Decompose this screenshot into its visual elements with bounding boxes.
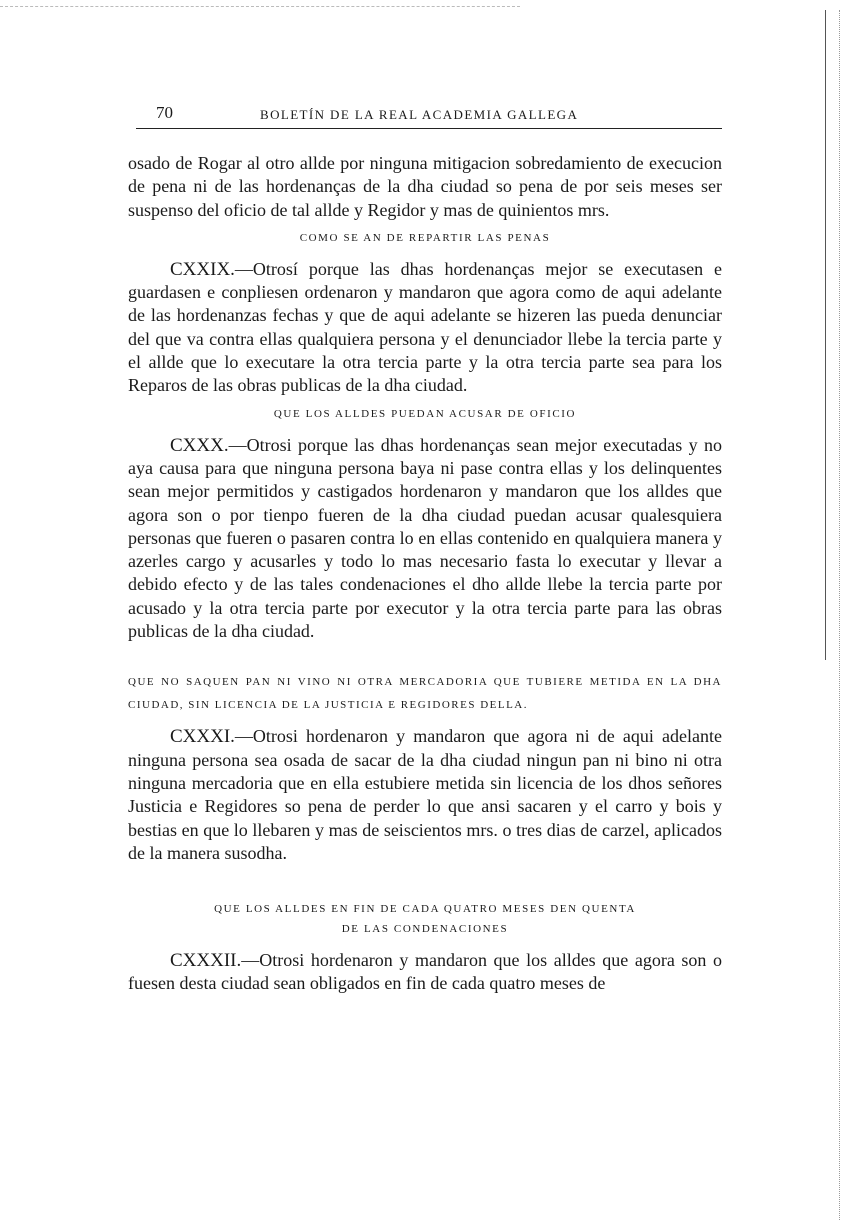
section-number: CXXIX.	[170, 258, 235, 280]
paragraph-cxxx: CXXX.—Otrosi porque las dhas hordenanças sean mejor executadas y no aya causa para que ninguna persona baya ni pase contra ellas y los delinquentes sean mejor permitidos y castigados hordenaron y mandaron que los alldes que agora son o por tienpo fueren de la dha ciudad puedan acusar qualesquiera personas que fueren o pasaren contra lo en ellas contenido en qualquiera manera y azerles cargo y acusarles y todo lo mas necesario fasta lo executar y llevar a debido efecto y de las tales condenaciones el dho allde llebe la tercia parte por acusado y la otra tercia parte por executor y la otra tercia parte para las obras publicas de la dha ciudad.	[128, 434, 722, 642]
heading-line: QUE LOS ALLDES EN FIN DE CADA QUATRO MESES DEN QUENTA	[214, 903, 636, 916]
paragraph-cxxix: CXXIX.—Otrosí porque las dhas hordenanças mejor se executasen e guardasen e conpliesen ordenaron y mandaron que agora como de aqui adelante de las hordenanzas fechas y que de aqui adelante se hizeren las pueda denunciar del que va contra ellas qualquiera persona y el denunciador llebe la tercia parte y el allde que lo executare la otra tercia parte y la otra tercia parte sea para los Reparos de las obras publicas de la dha ciudad.	[128, 258, 722, 396]
heading-line: DE LAS CONDENACIONES	[341, 923, 509, 936]
section-number: CXXX.	[170, 434, 229, 456]
paragraph-cxxxii: CXXXII.—Otrosi hordenaron y mandaron que los alldes que agora son o fuesen desta ciudad sean obligados en fin de cada quatro meses de	[128, 950, 722, 994]
running-header	[136, 102, 722, 124]
section-heading: QUE LOS ALLDES PUEDAN ACUSAR DE OFICIO	[273, 407, 577, 420]
header-rule	[136, 128, 722, 129]
running-title: BOLETÍN DE LA REAL ACADEMIA GALLEGA	[260, 107, 579, 122]
scan-edge-artifact	[839, 10, 840, 1220]
paragraph-continued: osado de Rogar al otro allde por ninguna mitigacion sobredamiento de execucion de pena ni de las hordenanças de la dha ciudad so pena de por seis meses ser suspenso del oficio de tal allde y Regidor y mas de quinientos mrs.	[128, 153, 722, 220]
body-text	[128, 152, 722, 996]
section-heading: QUE NO SAQUEN PAN NI VINO NI OTRA MERCADORIA QUE TUBIERE METIDA EN LA DHA CIUDAD, SIN LICENCIA DE LA JUSTICIA E REGIDORES DELLA.	[128, 676, 722, 712]
section-number: CXXXII.	[170, 950, 242, 972]
section-heading: COMO SE AN DE REPARTIR LAS PENAS	[299, 231, 551, 244]
section-number: CXXXI.	[170, 726, 235, 748]
page	[128, 0, 722, 1232]
paragraph-cxxxi: CXXXI.—Otrosi hordenaron y mandaron que agora ni de aqui adelante ninguna persona sea osada de sacar de la dha ciudad ningun pan ni bino ni otra ninguna mercadoria que en ella estubiere metida sin licencia de los dhos señores Justicia e Regidores so pena de perder lo que ansi sacaren y el carro y bois y bestias en que lo llebaren y mas de seiscientos mrs. o tres dias de carzel, aplicados de la manera susodha.	[128, 726, 722, 863]
section-heading	[128, 899, 722, 939]
page-number: 70	[156, 103, 173, 122]
scan-edge-line	[825, 10, 826, 660]
